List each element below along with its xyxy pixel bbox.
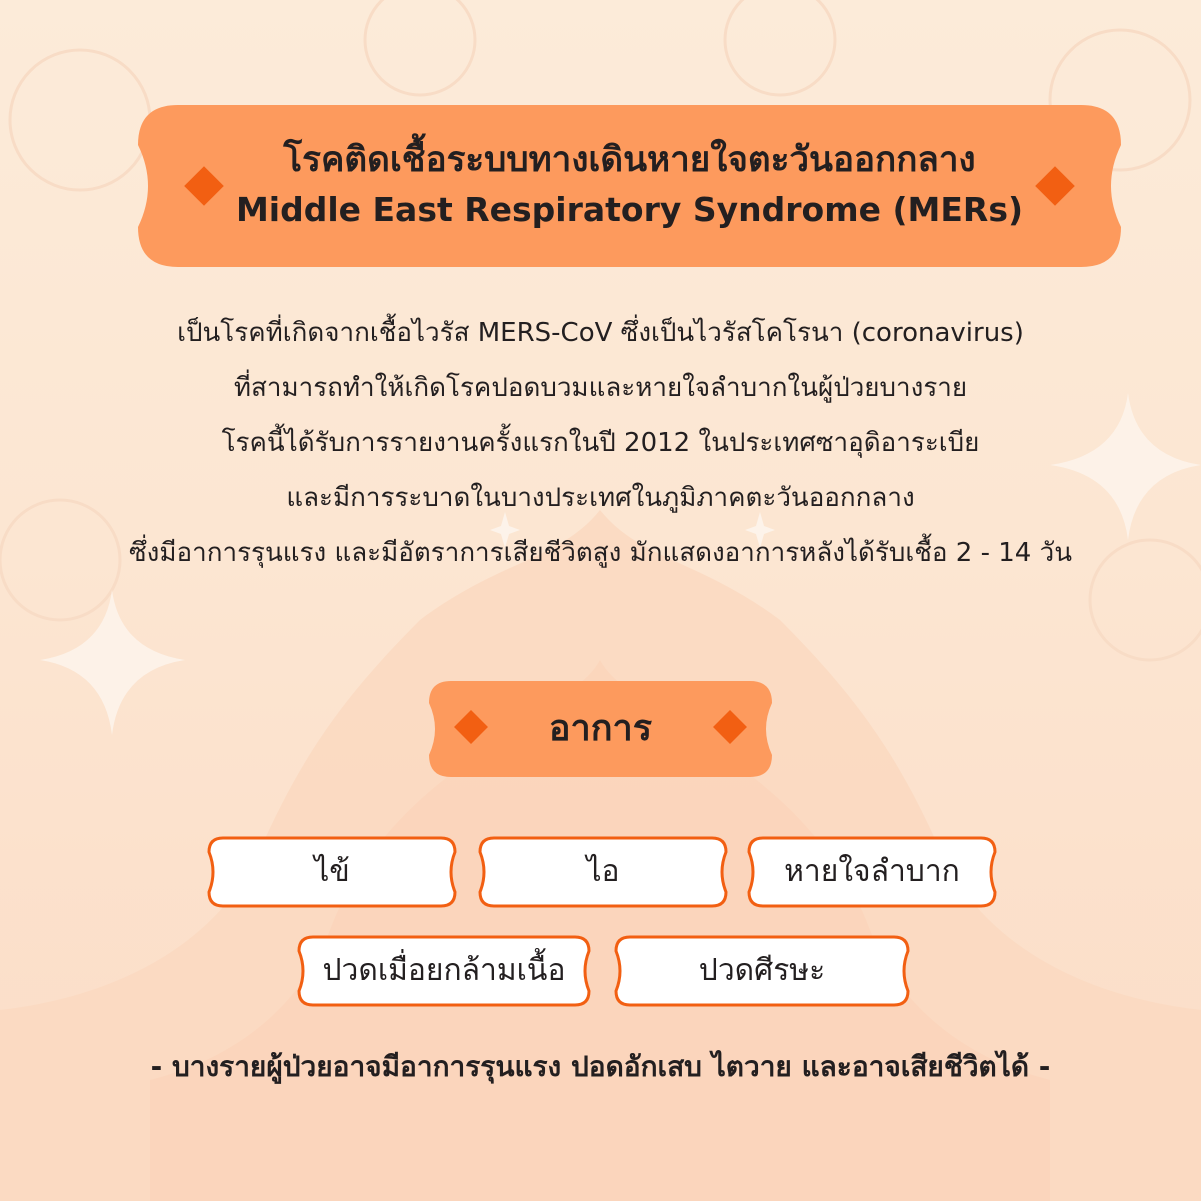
- symptoms-heading: อาการ: [548, 708, 653, 749]
- page-title: [218, 135, 1041, 235]
- symptom-label: ไอ: [586, 854, 620, 889]
- symptom-label: ปวดเมื่อยกล้ามเนื้อ: [322, 953, 566, 988]
- pattern-ornament: [10, 50, 150, 190]
- symptoms-header: [429, 681, 772, 777]
- title-english: Middle East Respiratory Syndrome (MERs): [235, 190, 1024, 229]
- pattern-ornament: [725, 0, 835, 95]
- description-line: โรคนี้ได้รับการรายงานครั้งแรกในปี 2012 ในประเทศซาอุดิอาระเบีย: [221, 428, 980, 458]
- symptom-pill: [207, 836, 457, 908]
- sparkle-star-icon: [40, 590, 185, 735]
- symptom-pill: [478, 836, 728, 908]
- title-banner: [138, 105, 1121, 267]
- description-line: ที่สามารถทำให้เกิดโรคปอดบวมและหายใจลำบากในผู้ป่วยบางราย: [233, 373, 968, 403]
- symptom-label: ปวดศีรษะ: [698, 953, 826, 988]
- title-thai: โรคติดเชื้อระบบทางเดินหายใจตะวันออกกลาง: [283, 140, 976, 180]
- pattern-ornament: [365, 0, 475, 95]
- symptom-label: ไข้: [314, 854, 350, 889]
- description-line: เป็นโรคที่เกิดจากเชื้อไวรัส MERS-CoV ซึ่งเป็นไวรัสโคโรนา (coronavirus): [177, 318, 1024, 348]
- footnote: - บางรายผู้ป่วยอาจมีอาการรุนแรง ปอดอักเสบ ไตวาย และอาจเสียชีวิตได้ -: [150, 1050, 1051, 1083]
- description-line: ซึ่งมีอาการรุนแรง และมีอัตราการเสียชีวิตสูง มักแสดงอาการหลังได้รับเชื้อ 2 - 14 วัน: [129, 538, 1072, 568]
- symptom-label: หายใจลำบาก: [784, 854, 960, 889]
- description: [10, 306, 1191, 581]
- symptom-pill: [614, 935, 910, 1007]
- description-line: และมีการระบาดในบางประเทศในภูมิภาคตะวันออกกลาง: [286, 483, 915, 513]
- symptom-pill: [747, 836, 997, 908]
- symptom-pill: [297, 935, 591, 1007]
